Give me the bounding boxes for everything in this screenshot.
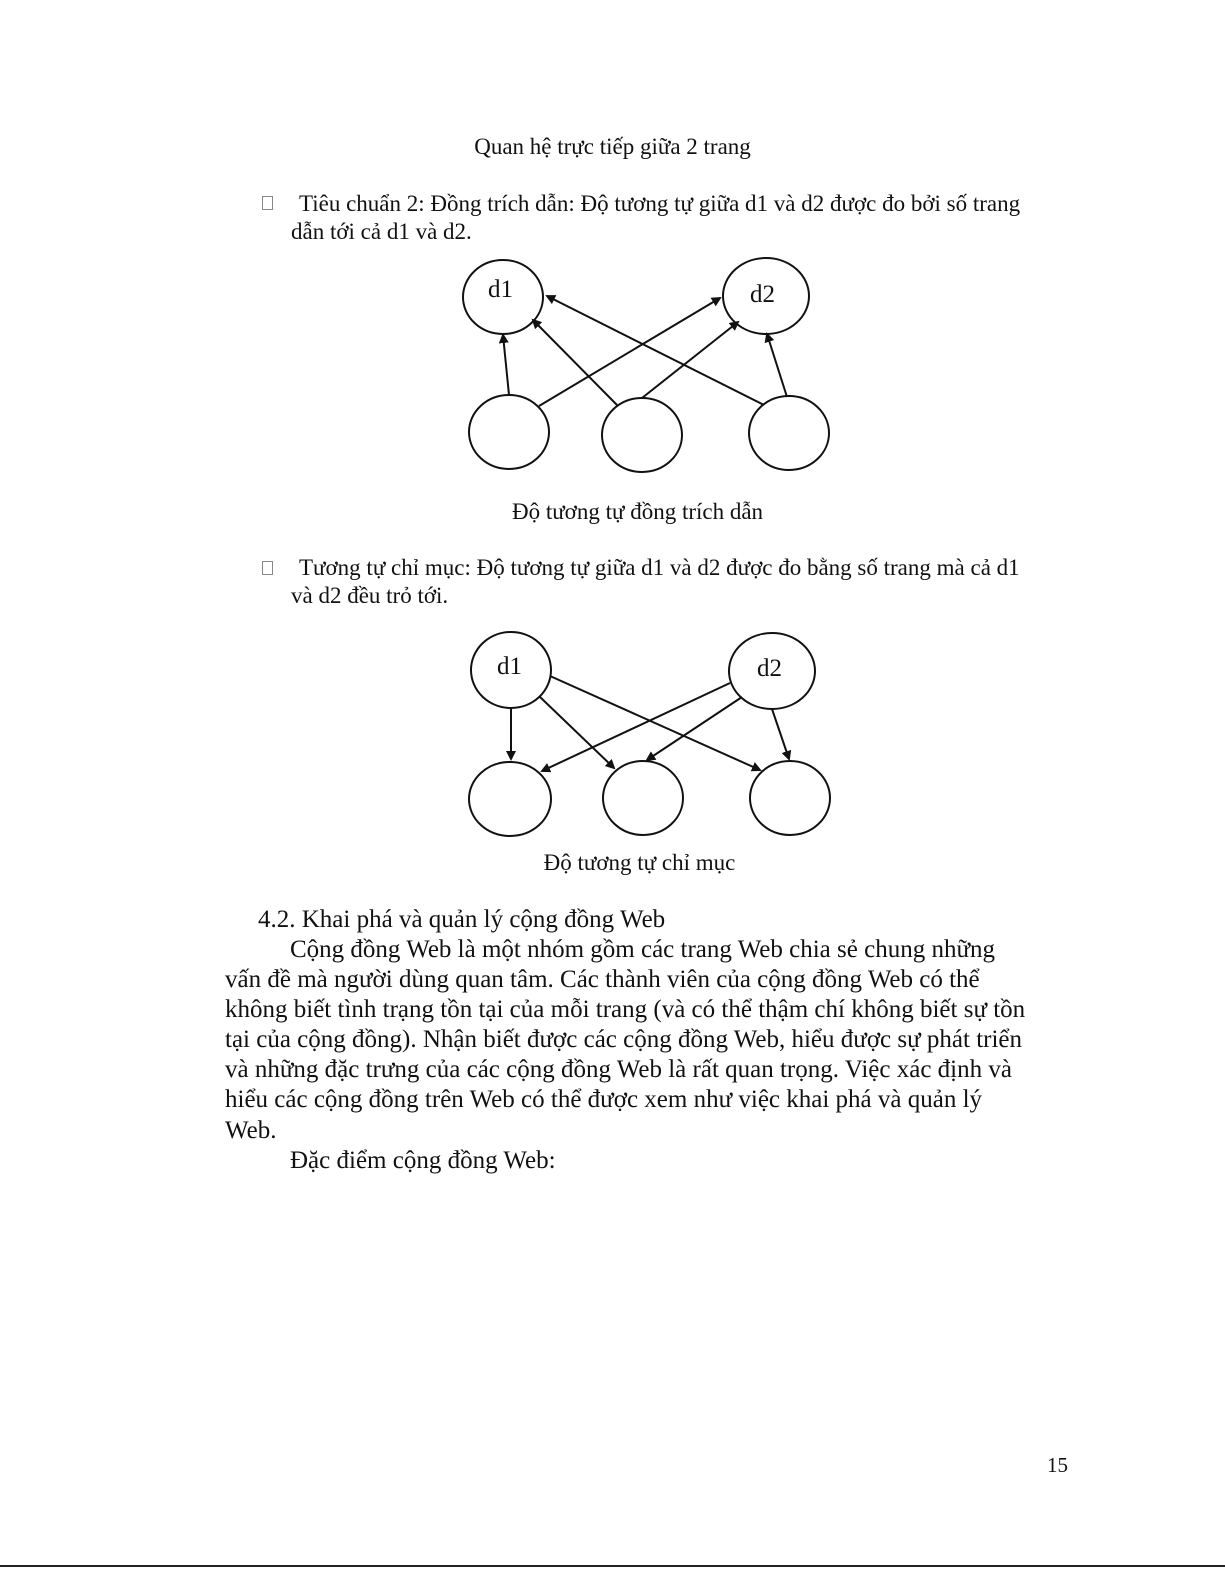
page-bottom-rule [0, 1565, 1225, 1567]
paragraph-line: và những đặc trưng của các cộng đồng Web là rất quan trọng. Việc xác định và [225, 1056, 1012, 1083]
caption-cocitation: Độ tương tự đồng trích dẫn [511, 499, 764, 524]
caption-index: Độ tương tự chỉ mục [543, 850, 736, 875]
section-heading: 4.2. Khai phá và quản lý cộng đồng Web [258, 906, 666, 933]
node-target-right [750, 761, 830, 835]
d1-label: d1 [488, 276, 513, 303]
paragraph-line: Web. [225, 1117, 277, 1144]
paragraph-line: tại của cộng đồng). Nhận biết được các cộng đồng Web, hiểu được sự phát triển [225, 1026, 1023, 1053]
d1-label: d1 [497, 653, 522, 680]
d2-label: d2 [750, 281, 775, 308]
paragraph-line: vấn đề mà người dùng quan tâm. Các thành viên của cộng đồng Web có thể [225, 966, 980, 993]
node-target-left [469, 762, 551, 836]
bullet-1-line-2: dẫn tới cả d1 và d2. [291, 219, 472, 244]
paragraph-line: Cộng đồng Web là một nhóm gồm các trang Web chia sẻ chung những [290, 936, 995, 963]
bullet-2-line-1: Tương tự chỉ mục: Độ tương tự giữa d1 và d2 được đo bằng số trang mà cả d1 [299, 555, 1020, 580]
bullet-2-line-2: và d2 đều trỏ tới. [291, 583, 449, 608]
node-target-middle [603, 761, 683, 835]
subheading: Đặc điểm cộng đồng Web: [290, 1147, 556, 1174]
caption-direct-relation: Quan hệ trực tiếp giữa 2 trang [474, 134, 751, 159]
edge-d2-to-middle [647, 697, 742, 760]
edge-d1-to-right [550, 676, 760, 770]
edge-d2-to-right [772, 709, 789, 759]
paragraph-line: hiểu các cộng đồng trên Web có thể được xem như việc khai phá và quản lý [225, 1086, 983, 1113]
paragraph-line: không biết tình trạng tồn tại của mỗi trang (và có thể thậm chí không biết sự tồn [225, 996, 1026, 1023]
page-number: 15 [1047, 1453, 1068, 1477]
d2-label: d2 [757, 655, 782, 682]
edge-d1-to-middle [540, 697, 614, 768]
bullet-1-line-1: Tiêu chuẩn 2: Đồng trích dẫn: Độ tương tự giữa d1 và d2 được đo bởi số trang [299, 191, 1021, 216]
